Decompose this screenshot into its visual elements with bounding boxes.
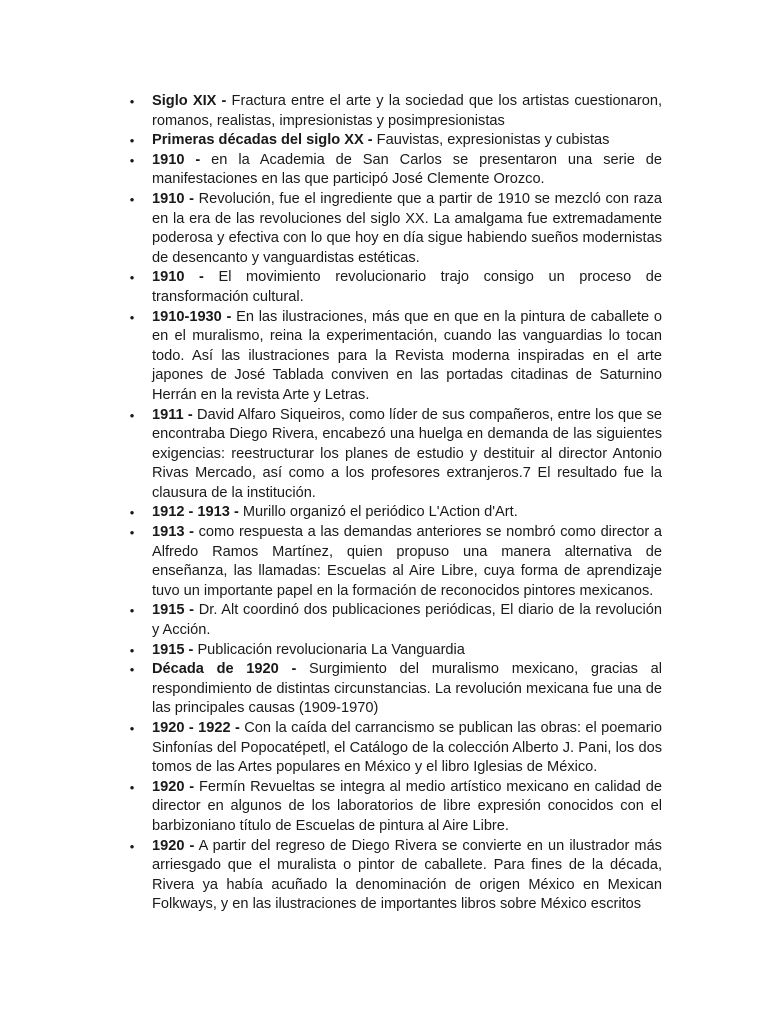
entry-term: Siglo XIX - xyxy=(152,93,227,109)
bullet-icon: • xyxy=(129,642,135,658)
timeline-entry xyxy=(129,523,662,601)
timeline-entry xyxy=(129,308,662,406)
entry-term: 1920 - xyxy=(152,837,195,854)
timeline-entry xyxy=(129,503,662,523)
entry-term: 1915 - xyxy=(152,602,195,619)
bullet-icon: • xyxy=(129,662,135,678)
timeline-entry xyxy=(129,778,662,837)
timeline-entry xyxy=(129,131,662,151)
bullet-icon: • xyxy=(129,603,135,619)
entry-text: en la Academia de San Carlos se presentaron una serie de manifestaciones en las que participó José Clemente Orozco. xyxy=(152,151,662,188)
bullet-icon: • xyxy=(129,525,135,541)
entry-text: Fractura entre el arte y la sociedad que los artistas cuestionaron, romanos, realistas, impresionistas y posimpresionistas xyxy=(152,93,662,129)
bullet-icon: • xyxy=(129,505,135,521)
bullet-icon: • xyxy=(129,838,135,854)
entry-text: Murillo organizó el periódico L'Action d'Art. xyxy=(238,504,518,521)
entry-term: 1910-1930 - xyxy=(152,308,232,325)
timeline-entry xyxy=(129,268,662,307)
entry-text: Fauvistas, expresionistas y cubistas xyxy=(372,132,610,149)
entry-text: Fermín Revueltas se integra al medio artístico mexicano en calidad de director en algunos de los laboratorios de libre expresión conocidos con el barbizoniano título de Escuelas de pintura al Aire Libre. xyxy=(152,778,662,834)
entry-term: 1920 - 1922 - xyxy=(152,720,240,736)
timeline-list xyxy=(129,92,663,915)
entry-term: 1920 - xyxy=(152,778,195,795)
entry-text: Surgimiento del muralismo mexicano, gracias al respondimiento de distintas circunstancias. La revolución mexicana fue una de las principales causas (1909-1970) xyxy=(152,661,662,717)
entry-term: Década de 1920 - xyxy=(152,661,297,678)
entry-text: Publicación revolucionaria La Vanguardia xyxy=(193,641,465,658)
bullet-icon: • xyxy=(129,133,135,149)
timeline-entry xyxy=(129,190,663,268)
entry-term: Primeras décadas del siglo XX - xyxy=(152,132,373,149)
timeline-entry xyxy=(129,641,662,661)
timeline-entry xyxy=(129,406,662,504)
entry-term: 1911 - xyxy=(152,406,193,423)
bullet-icon: • xyxy=(129,309,135,325)
entry-term: 1912 - 1913 - xyxy=(152,504,239,521)
bullet-icon: • xyxy=(129,270,135,286)
entry-term: 1910 - xyxy=(152,190,194,207)
bullet-icon: • xyxy=(129,191,135,207)
timeline-entry xyxy=(129,837,662,915)
timeline-entry xyxy=(129,601,662,640)
entry-text: A partir del regreso de Diego Rivera se convierte en un ilustrador más arriesgado que el muralista o pintor de caballete. Para fines de la década, Rivera ya había acuñado la denominación de origen México en Mexican Folkways, y en las ilustraciones de importantes libros sobre México escritos xyxy=(152,837,662,913)
timeline-entry xyxy=(129,660,662,719)
bullet-icon: • xyxy=(129,152,135,168)
entry-text: Dr. Alt coordinó dos publicaciones periódicas, El diario de la revolución y Acción. xyxy=(152,602,662,639)
entry-term: 1913 - xyxy=(152,524,194,541)
timeline-entry xyxy=(129,719,662,778)
entry-text: como respuesta a las demandas anteriores se nombró como director a Alfredo Ramos Martínez, quien propuso una manera alternativa de enseñanza, las llamadas: Escuelas al Aire Libre, cuya forma de aprendizaje tuvo un importante papel en la formación de reconocidos pintores mexicanos. xyxy=(152,524,662,599)
entry-text: Con la caída del carrancismo se publican las obras: el poemario Sinfonías del Popocatépetl, el Catálogo de la colección Alberto J. Pani, los dos tomos de las Artes populares en México y el libro Iglesias de México. xyxy=(152,720,662,776)
entry-term: 1910 - xyxy=(152,269,204,286)
entry-text: El movimiento revolucionario trajo consigo un proceso de transformación cultural. xyxy=(152,269,662,305)
bullet-icon: • xyxy=(129,721,135,736)
entry-text: Revolución, fue el ingrediente que a partir de 1910 se mezcló con raza en la era de las revoluciones del siglo XX. La amalgama fue extremadamente poderosa y efectiva con lo que hoy en día sigue habiendo sueños modernistas de desencanto y vanguardistas estéticas. xyxy=(152,190,663,266)
timeline-entry xyxy=(129,92,662,131)
bullet-icon: • xyxy=(129,779,135,795)
entry-term: 1910 - xyxy=(152,151,201,168)
bullet-icon: • xyxy=(129,94,135,109)
entry-text: En las ilustraciones, más que en que en la pintura de caballete o en el muralismo, reina la experimentación, cuando las vanguardias lo tocan todo. Así las ilustraciones para la Revista moderna inspiradas en el arte japones de José Tablada conviven en las portadas citadinas de Saturnino Herrán en la revista Arte y Letras. xyxy=(152,308,662,403)
timeline-entry xyxy=(129,151,662,190)
entry-text: David Alfaro Siqueiros, como líder de sus compañeros, entre los que se encontraba Diego Rivera, encabezó una huelga en demanda de las siguientes exigencias: reestructurar los planes de estudio y destituir al director Antonio Rivas Mercado, así como a los profesores extranjeros.7 El resultado fue la clausura de la institución. xyxy=(152,406,662,501)
bullet-icon: • xyxy=(129,407,135,423)
entry-term: 1915 - xyxy=(152,641,194,658)
